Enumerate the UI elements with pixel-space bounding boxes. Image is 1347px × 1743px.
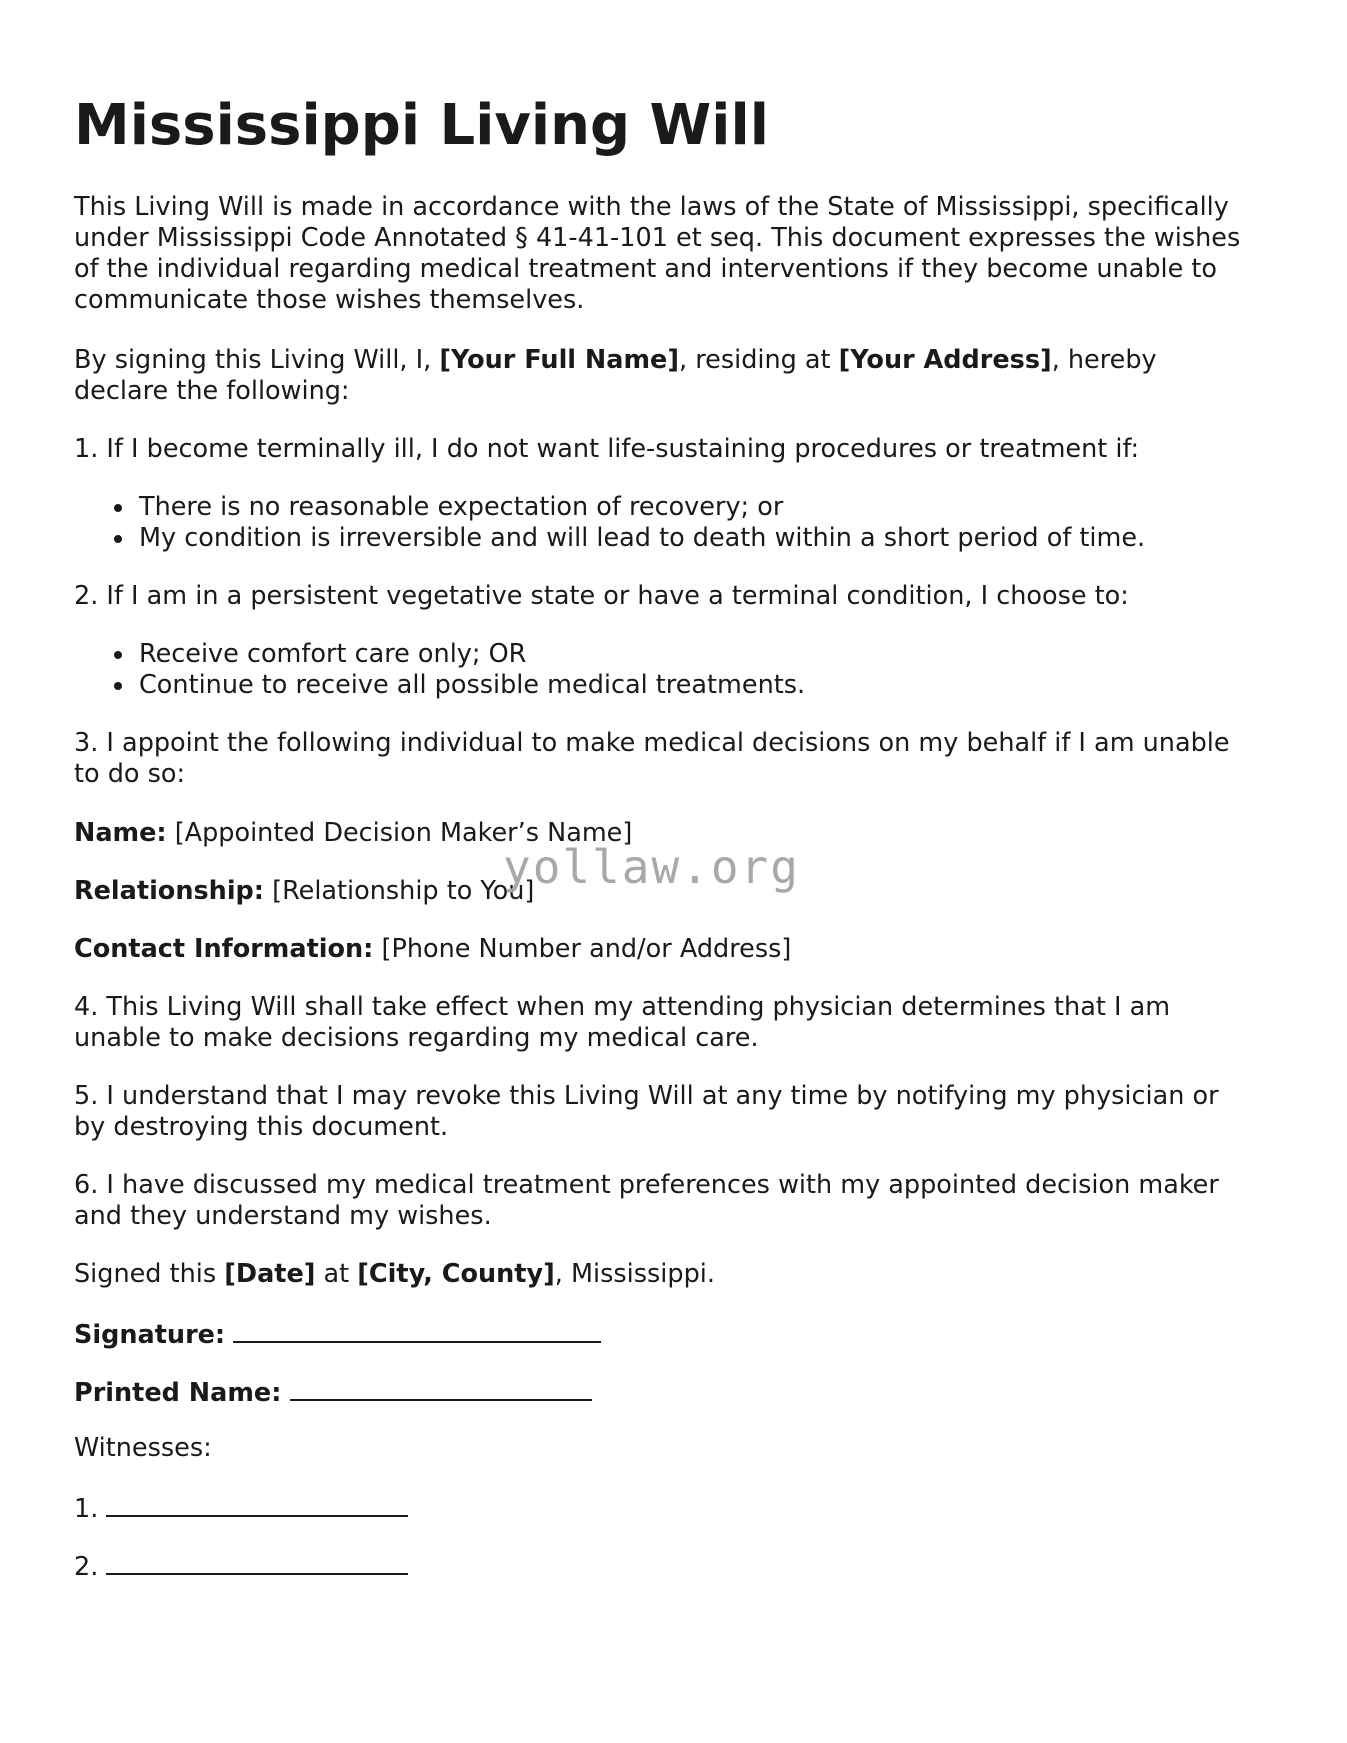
agent-name-label: Name:	[74, 818, 167, 848]
witness-1-label: 1.	[74, 1494, 99, 1524]
list-item-text: There is no reasonable expectation of recovery; or	[139, 492, 784, 522]
signature-row	[74, 1317, 1274, 1351]
page-title: Mississippi Living Will	[74, 93, 769, 158]
list-item-text: Continue to receive all possible medical treatments.	[139, 670, 806, 700]
intro-line: under Mississippi Code Annotated § 41-41-101 et seq. This document expresses the wishes	[74, 223, 1241, 253]
agent-contact-label: Contact Information:	[74, 934, 374, 964]
signed-prefix: Signed this	[74, 1259, 225, 1289]
item-3-line: 3. I appoint the following individual to make medical decisions on my behalf if I am unable	[74, 728, 1230, 758]
signature-line[interactable]	[233, 1317, 601, 1343]
date-placeholder: [Date]	[224, 1259, 316, 1289]
declaration-line: declare the following:	[74, 376, 350, 406]
item-2: 2. If I am in a persistent vegetative state or have a terminal condition, I choose to:	[74, 581, 1129, 611]
item-1: 1. If I become terminally ill, I do not want life-sustaining procedures or treatment if:	[74, 434, 1140, 464]
signed-statement	[74, 1259, 1274, 1290]
watermark: yollaw.org	[503, 840, 800, 894]
signature-label: Signature:	[74, 1320, 226, 1350]
list-item	[114, 670, 805, 701]
declaration-middle: , residing at	[679, 345, 839, 375]
agent-name-value: [Appointed Decision Maker’s Name]	[166, 818, 633, 848]
signed-middle: at	[315, 1259, 358, 1289]
item-3	[74, 728, 1274, 790]
witness-1-row	[74, 1491, 1274, 1525]
printed-name-row	[74, 1375, 1274, 1409]
intro-line: This Living Will is made in accordance with the laws of the State of Mississippi, specifically	[74, 192, 1229, 222]
full-name-placeholder: [Your Full Name]	[439, 345, 679, 375]
agent-contact-row	[74, 934, 1274, 965]
item-6-line: 6. I have discussed my medical treatment preferences with my appointed decision maker	[74, 1170, 1219, 1200]
declaration-suffix: , hereby	[1051, 345, 1157, 375]
item-5	[74, 1081, 1274, 1143]
list-item	[114, 523, 1145, 554]
bullet-icon	[114, 504, 122, 512]
declaration-paragraph	[74, 345, 1274, 407]
list-item-text: My condition is irreversible and will lead to death within a short period of time.	[139, 523, 1146, 553]
declaration-prefix: By signing this Living Will, I,	[74, 345, 440, 375]
agent-contact-value: [Phone Number and/or Address]	[373, 934, 792, 964]
list-item	[114, 639, 526, 670]
list-item	[114, 492, 783, 523]
item-4	[74, 992, 1274, 1054]
item-4-line: unable to make decisions regarding my medical care.	[74, 1023, 759, 1053]
intro-line: communicate those wishes themselves.	[74, 285, 585, 315]
printed-name-label: Printed Name:	[74, 1378, 282, 1408]
bullet-icon	[114, 651, 122, 659]
agent-relationship-value: [Relationship to You]	[264, 876, 535, 906]
witness-2-label: 2.	[74, 1552, 99, 1582]
place-placeholder: [City, County]	[357, 1259, 555, 1289]
list-item-text: Receive comfort care only; OR	[139, 639, 527, 669]
item-6	[74, 1170, 1274, 1232]
item-5-line: by destroying this document.	[74, 1112, 449, 1142]
witnesses-label: Witnesses:	[74, 1433, 212, 1463]
printed-name-line[interactable]	[290, 1375, 592, 1401]
item-5-line: 5. I understand that I may revoke this Living Will at any time by notifying my physician or	[74, 1081, 1219, 1111]
item-4-line: 4. This Living Will shall take effect when my attending physician determines that I am	[74, 992, 1171, 1022]
bullet-icon	[114, 682, 122, 690]
item-6-line: and they understand my wishes.	[74, 1201, 492, 1231]
bullet-icon	[114, 535, 122, 543]
agent-relationship-label: Relationship:	[74, 876, 265, 906]
intro-line: of the individual regarding medical treatment and interventions if they become unable to	[74, 254, 1217, 284]
item-3-line: to do so:	[74, 759, 186, 789]
witness-2-row	[74, 1549, 1274, 1583]
witness-2-line[interactable]	[106, 1549, 408, 1575]
intro-paragraph	[74, 192, 1274, 316]
signed-suffix: , Mississippi.	[554, 1259, 715, 1289]
witness-1-line[interactable]	[106, 1491, 408, 1517]
address-placeholder: [Your Address]	[838, 345, 1052, 375]
